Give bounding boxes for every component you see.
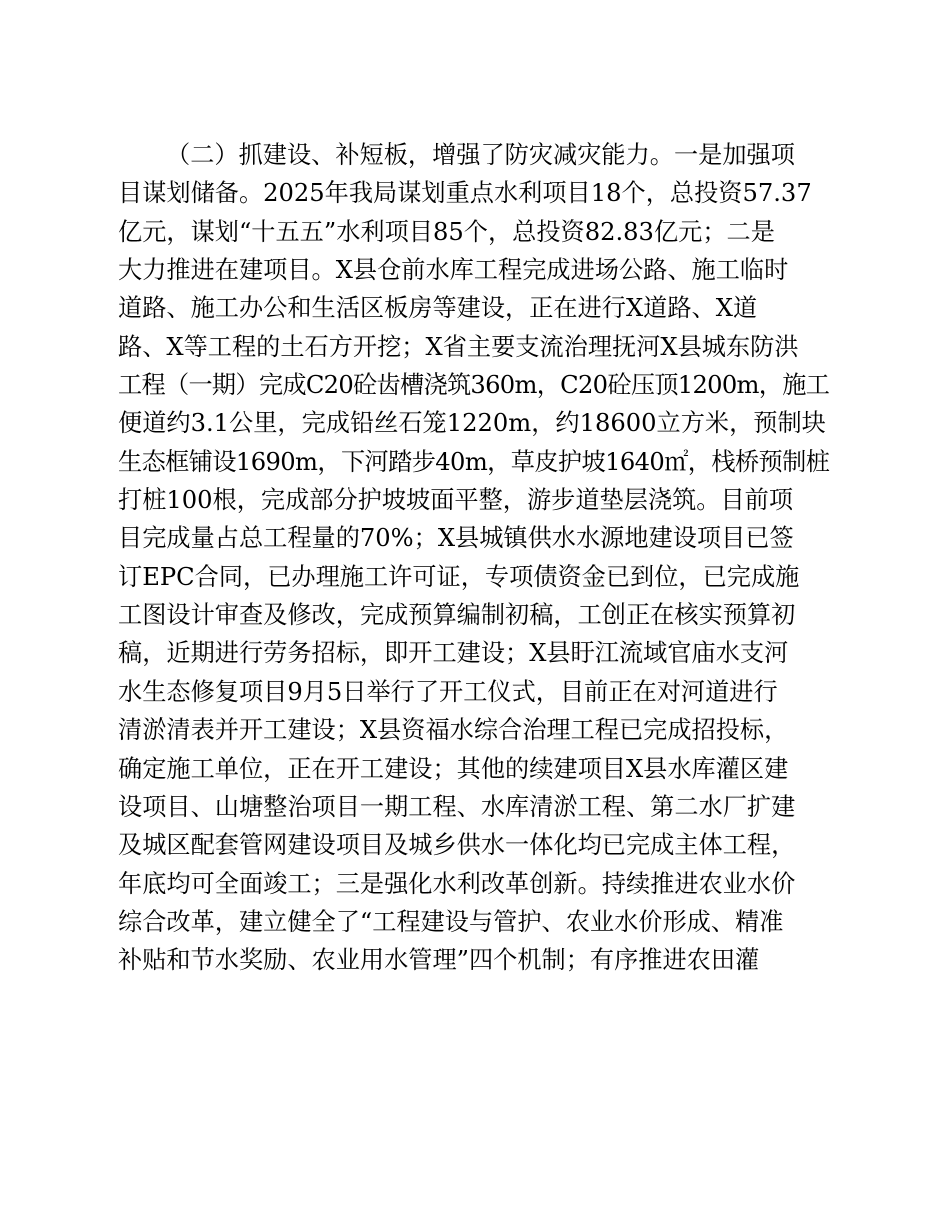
paragraph-line: 亿元，谋划“十五五”水利项目85个，总投资82.83亿元；二是 <box>118 217 775 246</box>
paragraph-line: 路、X等工程的土石方开挖；X省主要支流治理抚河X县城东防洪 <box>118 332 799 361</box>
paragraph-line: （二）抓建设、补短板，增强了防灾减灾能力。一是加强项 <box>166 141 795 169</box>
paragraph-line: 生态框铺设1690m，下河踏步40m，草皮护坡1640㎡，栈桥预制桩 <box>118 447 830 476</box>
paragraph-line: 补贴和节水奖励、农业用水管理”四个机制；有序推进农田灌 <box>118 946 760 975</box>
paragraph-line: 设项目、山塘整治项目一期工程、水库清淤工程、第二水厂扩建 <box>118 792 796 821</box>
paragraph-line: 年底均可全面竣工；三是强化水利改革创新。持续推进农业水价 <box>118 869 796 898</box>
paragraph-line: 确定施工单位，正在开工建设；其他的续建项目X县水库灌区建 <box>118 754 789 783</box>
paragraph-line: 打桩100根，完成部分护坡坡面平整，游步道垫层浇筑。目前项 <box>118 486 794 515</box>
paragraph-line: 目完成量占总工程量的70%；X县城镇供水水源地建设项目已签 <box>118 524 794 553</box>
paragraph-line: 大力推进在建项目。X县仓前水库工程完成进场公路、施工临时 <box>118 256 789 285</box>
paragraph-line: 便道约3.1公里，完成铅丝石笼1220m，约18600立方米，预制块 <box>118 409 826 438</box>
paragraph-line: 综合改革，建立健全了“工程建设与管护、农业水价形成、精准 <box>118 907 784 936</box>
body-paragraph <box>118 136 830 980</box>
paragraph-line: 稿，近期进行劳务招标，即开工建设；X县盱江流域官庙水支河 <box>118 639 789 668</box>
paragraph-line: 订EPC合同，已办理施工许可证，专项债资金已到位，已完成施 <box>118 562 800 591</box>
paragraph-line: 工图设计审查及修改，完成预算编制初稿，工创正在核实预算初 <box>118 601 796 630</box>
paragraph-line: 水生态修复项目9月5日举行了开工仪式，目前正在对河道进行 <box>118 677 778 706</box>
paragraph-line: 工程（一期）完成C20砼齿槽浇筑360m，C20砼压顶1200m，施工 <box>118 371 830 400</box>
paragraph-line: 目谋划储备。2025年我局谋划重点水利项目18个，总投资57.37 <box>118 179 812 208</box>
paragraph-line: 道路、施工办公和生活区板房等建设，正在进行X道路、X道 <box>118 294 758 323</box>
paragraph-line: 及城区配套管网建设项目及城乡供水一体化均已完成主体工程， <box>118 831 796 860</box>
paragraph-line: 清淤清表并开工建设；X县资福水综合治理工程已完成招投标， <box>118 716 789 745</box>
